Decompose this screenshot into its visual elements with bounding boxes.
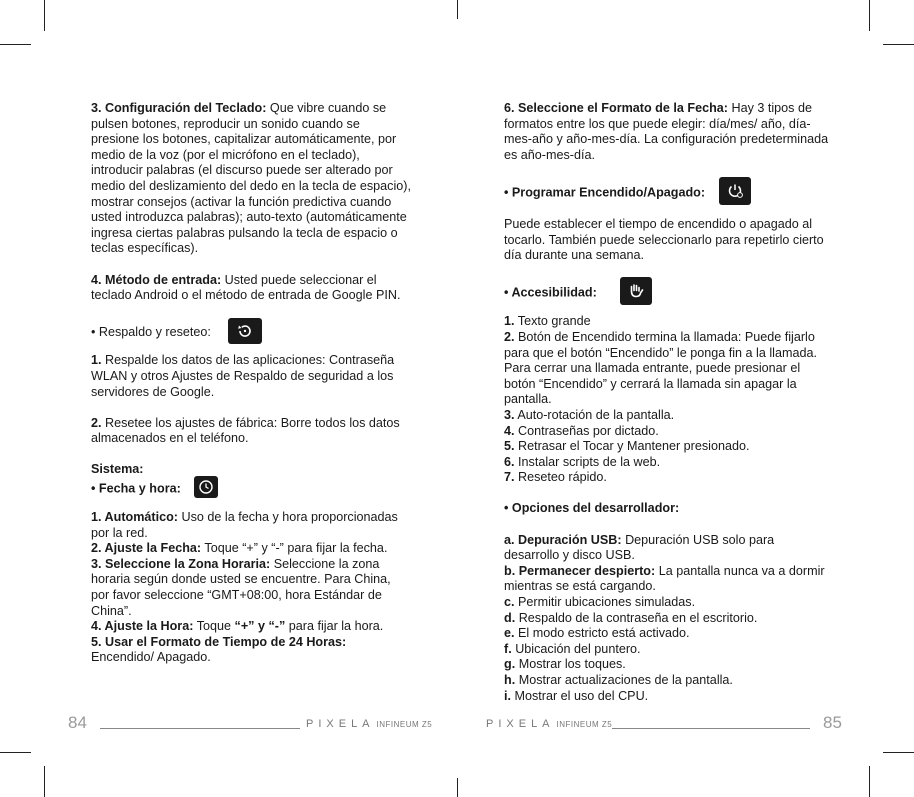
crop-mark [457, 778, 458, 797]
footer-rule-right [612, 728, 810, 729]
page-number-left: 84 [68, 713, 87, 732]
access-item-7: 7. Reseteo rápido. [504, 470, 607, 485]
backup-item-2: 2. Resetee los ajustes de fábrica: Borre todos los datos almacenados en el teléfono. [91, 415, 400, 446]
backup-heading: • Respaldo y reseteo: [91, 319, 411, 345]
clock-icon [194, 476, 218, 498]
footer-rule-left [100, 728, 300, 729]
dev-item-g: g. Mostrar los toques. [504, 657, 626, 672]
restore-icon [228, 318, 262, 344]
datetime-heading: • Fecha y hora: [91, 478, 411, 500]
hand-icon [620, 277, 652, 305]
crop-mark [883, 44, 914, 45]
datetime-item-5: 5. Usar el Formato de Tiempo de 24 Horas: Encendido/ Apagado. [91, 634, 347, 665]
left-column [91, 101, 411, 666]
developer-heading: • Opciones del desarrollador: [504, 501, 680, 516]
datetime-item-3: 3. Seleccione la Zona Horaria: Seleccione la zona horaria según donde usted se encuentre. Para China, por favor seleccione “GMT+08:00, hora Estándar de China”. [91, 556, 391, 618]
input-method-paragraph: 4. Método de entrada: Usted puede seleccionar el teclado Android o el método de entrada de Google PIN. [91, 272, 401, 303]
date-format-paragraph: 6. Seleccione el Formato de la Fecha: Hay 3 tipos de formatos entre los que puede elegir: día/mes/ año, día-mes-año y año-mes-día. La configuración predeterminada es año-mes-día. [504, 101, 829, 162]
brand-logo-right: PIXELA INFINEUM Z5 [486, 718, 613, 730]
crop-mark [0, 752, 31, 753]
crop-mark [883, 752, 914, 753]
brand-logo-left: PIXELA INFINEUM Z5 [306, 718, 433, 730]
crop-mark [457, 0, 458, 19]
dev-item-d: d. Respaldo de la contraseña en el escritorio. [504, 610, 758, 625]
datetime-item-2: 2. Ajuste la Fecha: Toque “+” y “-” para fijar la fecha. [91, 541, 388, 556]
dev-item-b: b. Permanecer despierto: La pantalla nunca va a dormir mientras se está cargando. [504, 563, 825, 594]
access-item-4: 4. Contraseñas por dictado. [504, 423, 659, 438]
crop-mark [44, 766, 45, 797]
dev-item-c: c. Permitir ubicaciones simuladas. [504, 595, 696, 610]
access-item-1: 1. Texto grande [504, 314, 591, 329]
keyboard-paragraph: 3. Configuración del Teclado: Que vibre cuando se pulsen botones, reproducir un sonido cuando se presione los botones, capitalizar automáticamente, por medio de la voz (por el micrófono en el teclado), introducir palabras (el discurso puede ser alterado por medio del deslizamiento del dedo en la tecla de espacio), mostrar consejos (activar la función predictiva cuando usted introduzca palabras); auto-texto (automáticamente ingresa ciertas palabras pulsando la tecla de espacio o teclas específicas). [91, 101, 411, 256]
page-number-right: 85 [823, 713, 842, 732]
dev-item-i: i. Mostrar el uso del CPU. [504, 688, 649, 703]
crop-mark [869, 766, 870, 797]
access-item-2: 2. Botón de Encendido termina la llamada: Puede fijarlo para que el botón “Encendido” le ponga fin a la llamada. Para cerrar una llamada entrante, puede presionar el botón “Encendido” y cerrará la llamada sin apagar la pantalla. [504, 329, 817, 407]
datetime-item-1: 1. Automático: Uso de la fecha y hora proporcionadas por la red. [91, 510, 398, 540]
right-column [504, 101, 829, 704]
accessibility-heading: • Accesibilidad: [504, 279, 829, 307]
schedule-heading: • Programar Encendido/Apagado: [504, 179, 829, 207]
dev-item-h: h. Mostrar actualizaciones de la pantalla. [504, 673, 733, 687]
crop-mark [0, 44, 31, 45]
dev-item-e: e. El modo estricto está activado. [504, 626, 690, 641]
system-heading: Sistema: [91, 462, 144, 477]
dev-item-a: a. Depuración USB: Depuración USB solo para desarrollo y disco USB. [504, 532, 775, 563]
power-clock-icon [719, 177, 751, 205]
access-item-5: 5. Retrasar el Tocar y Mantener presionado. [504, 439, 750, 454]
schedule-paragraph: Puede establecer el tiempo de encendido o apagado al tocarlo. También puede seleccionarlo para repetirlo cierto día durante una semana. [504, 216, 824, 263]
backup-item-1: 1. Respalde los datos de las aplicaciones: Contraseña WLAN y otros Ajustes de Respaldo de seguridad a los servidores de Google. [91, 353, 395, 399]
crop-mark [869, 0, 870, 31]
access-item-3: 3. Auto-rotación de la pantalla. [504, 407, 675, 422]
datetime-item-4: 4. Ajuste la Hora: Toque “+” y “-” para fijar la hora. [91, 619, 384, 634]
crop-mark [44, 0, 45, 31]
access-item-6: 6. Instalar scripts de la web. [504, 454, 661, 469]
dev-item-f: f. Ubicación del puntero. [504, 641, 641, 656]
